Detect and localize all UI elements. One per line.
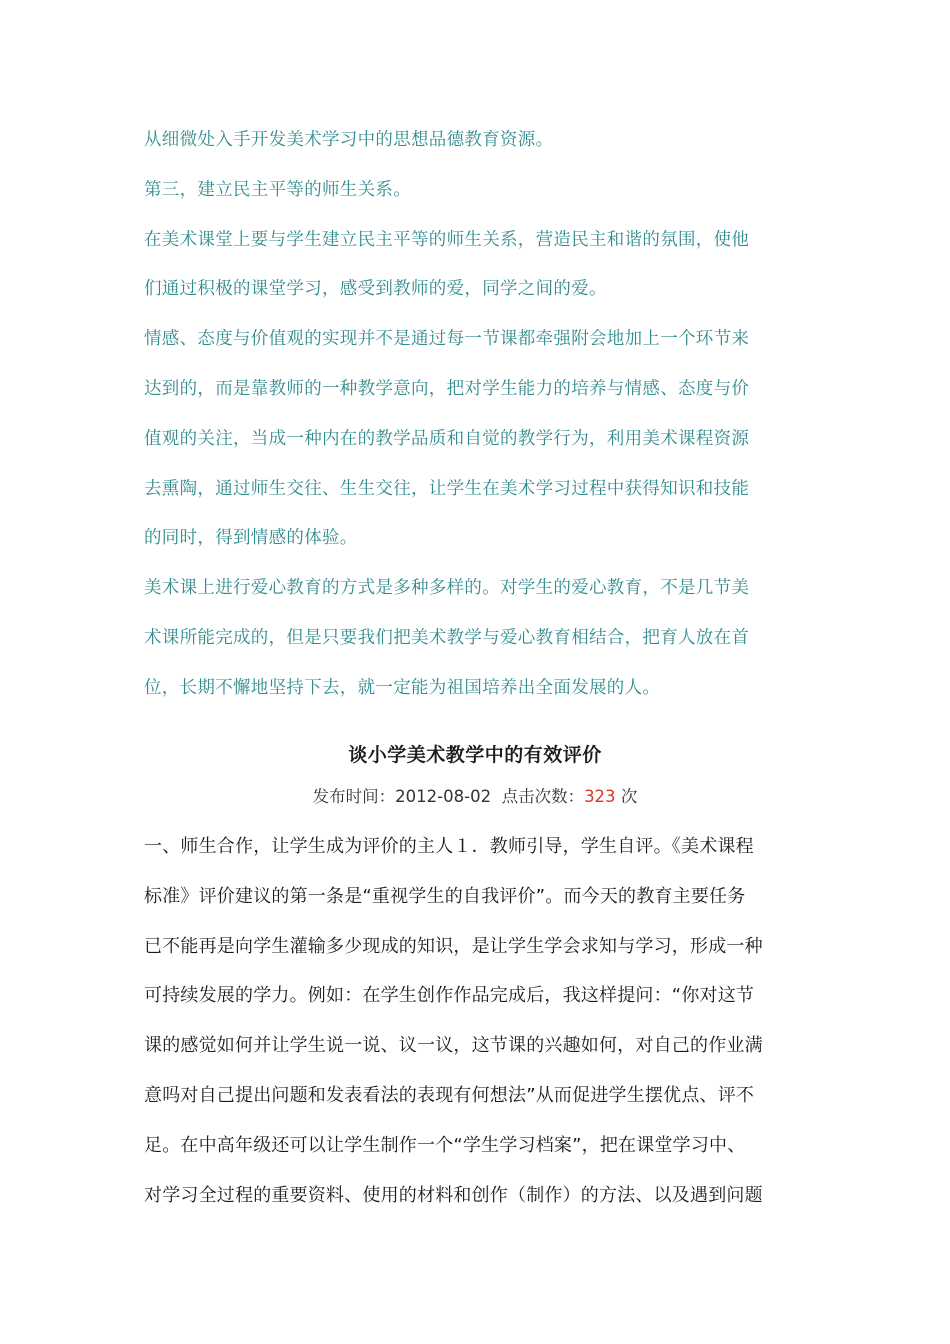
text-line: 们通过积极的课堂学习，感受到教师的爱，同学之间的爱。 <box>144 279 607 300</box>
text-line: 达到的，而是靠教师的一种教学意向，把对学生能力的培养与情感、态度与价 <box>144 378 750 399</box>
text-line: 在美术课堂上要与学生建立民主平等的师生关系，营造民主和谐的氛围，使他 <box>144 229 750 250</box>
article-body <box>144 822 804 1220</box>
text-line: 术课所能完成的，但是只要我们把美术教学与爱心教育相结合，把育人放在首 <box>144 627 750 648</box>
hits-unit: 次 <box>620 787 638 806</box>
text-line: 位，长期不懈地坚持下去，就一定能为祖国培养出全面发展的人。 <box>144 677 661 698</box>
text-line: 从细微处入手开发美术学习中的思想品德教育资源。 <box>144 130 554 150</box>
text-line: 可持续发展的学力。例如：在学生创作作品完成后，我这样提问：“你对这节 <box>144 985 755 1007</box>
publish-date: 2012-08-02 <box>395 787 492 806</box>
article-title: 谈小学美术教学中的有效评价 <box>348 744 602 766</box>
text-line: 对学习全过程的重要资料、使用的材料和创作（制作）的方法、以及遇到问题 <box>144 1184 763 1206</box>
text-line: 去熏陶，通过师生交往、生生交往，让学生在美术学习过程中获得知识和技能 <box>144 478 750 499</box>
text-line: 值观的关注，当成一种内在的教学品质和自觉的教学行为，利用美术课程资源 <box>144 428 750 449</box>
text-line: 的同时，得到情感的体验。 <box>144 528 358 549</box>
text-line: 美术课上进行爱心教育的方式是多种多样的。对学生的爱心教育，不是几节美 <box>144 578 750 599</box>
article-meta <box>0 784 950 810</box>
hit-count: 323 <box>584 787 616 806</box>
text-line: 意吗对自己提出问题和发表看法的表现有何想法”从而促进学生摆优点、评不 <box>144 1084 755 1106</box>
text-line: 已不能再是向学生灌输多少现成的知识，是让学生学会求知与学习，形成一种 <box>144 935 763 957</box>
text-line: 足。在中高年级还可以让学生制作一个“学生学习档案”，把在课堂学习中、 <box>144 1134 746 1156</box>
text-line: 一、师生合作，让学生成为评价的主人１．教师引导，学生自评。《美术课程 <box>144 836 754 857</box>
previous-article-text <box>144 116 804 714</box>
text-line: 情感、态度与价值观的实现并不是通过每一节课都牵强附会地加上一个环节来 <box>144 329 750 350</box>
hits-label: 点击次数： <box>501 787 585 806</box>
text-line: 课的感觉如何并让学生说一说、议一议，这节课的兴趣如何，对自己的作业满 <box>144 1035 763 1057</box>
text-line: 第三，建立民主平等的师生关系。 <box>144 179 411 200</box>
publish-date-label: 发布时间： <box>312 787 396 806</box>
text-line: 标准》评价建议的第一条是“重视学生的自我评价”。而今天的教育主要任务 <box>144 885 746 907</box>
